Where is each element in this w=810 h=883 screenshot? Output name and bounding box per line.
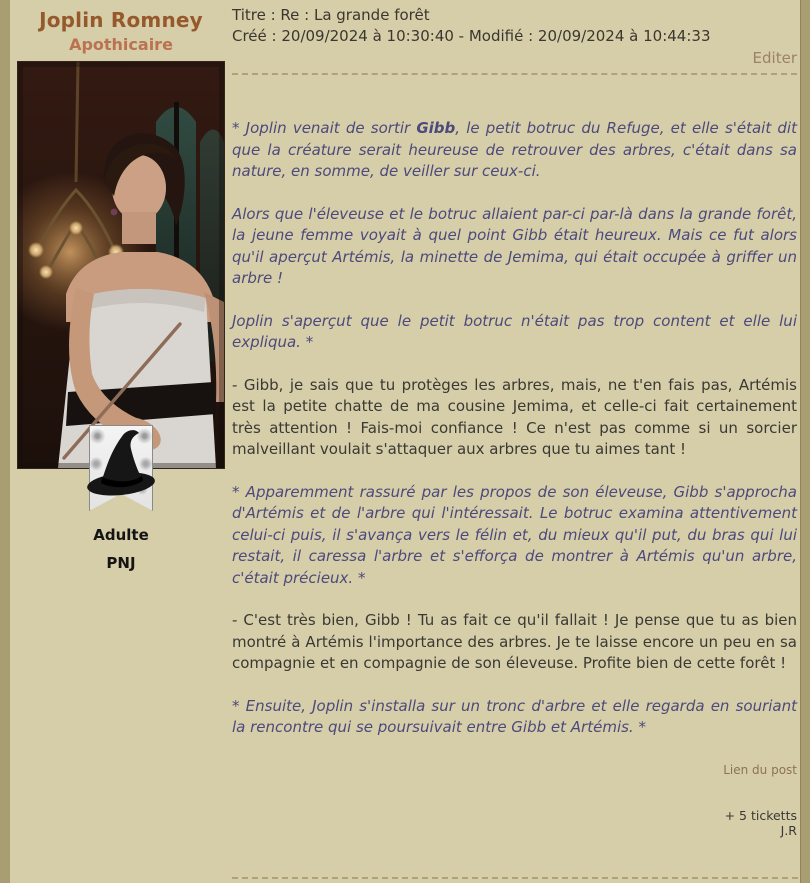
witch-hat-icon: [79, 427, 163, 503]
post-paragraph: - C'est très bien, Gibb ! Tu as fait ce qu'il fallait ! Je pense que tu as bien montré à Artémis l'importance des arbres. Je te laisse encore un peu en sa compagnie et en compagnie de son éleveuse. Profite bien de cette forêt !: [232, 611, 797, 672]
signature-line-tickets: + 5 ticketts: [724, 807, 797, 823]
author-username: Joplin Romney: [39, 8, 203, 32]
post-paragraph: * Apparemment rassuré par les propos de son éleveuse, Gibb s'approcha d'Artémis et de l'arbre qui l'intéressait. Le botruc examina attentivement celui-ci puis, il s'avança vers le félin et, du mieux qu'il put, du bras qui lui restait, il caressa l'arbre et s'efforça de montrer à Artémis qu'un arbre, c'était précieux. *: [232, 482, 797, 587]
post-meta: Créé : 20/09/2024 à 10:30:40 - Modifié : 20/09/2024 à 10:44:33: [232, 27, 711, 45]
author-rank: Apothicaire: [69, 35, 173, 54]
post-paragraph: * Joplin venait de sortir Gibb, le petit botruc du Refuge, et elle s'était dit que la créature serait heureuse de retrouver des arbres, c'était dans sa nature, en somme, de veiller sur ceux-ci.: [232, 119, 797, 180]
post-content: [232, 0, 800, 883]
forum-post: [10, 0, 801, 883]
tag-pnj: PNJ: [106, 554, 136, 572]
post-paragraph: - Gibb, je sais que tu protèges les arbres, mais, ne t'en fais pas, Artémis est la petite chatte de ma cousine Jemima, et celle-ci fait certainement très attention ! Fais-moi confiance ! Ce n'est pas comme si un sorcier malveillant voulait s'attaquer aux arbres que tu aimes tant !: [232, 375, 797, 458]
avatar-illustration: [18, 62, 224, 468]
post-paragraph: Alors que l'éleveuse et le botruc allaient par-ci par-là dans la grande forêt, la jeune femme voyait à quel point Gibb était heureux. Mais ce fut alors qu'il aperçut Artémis, la minette de Jemima, qui était occupée à griffer un arbre !: [232, 204, 797, 287]
footer-separator: [232, 877, 798, 879]
post-title: Titre : Re : La grande forêt: [232, 6, 430, 24]
author-avatar: [17, 61, 225, 469]
edit-row: [232, 49, 797, 67]
header-separator: [232, 73, 797, 75]
author-sidebar: [10, 0, 232, 883]
post-paragraph: Joplin s'aperçut que le petit botruc n'était pas trop content et elle lui expliqua. *: [232, 311, 797, 351]
post-link[interactable]: Lien du post: [723, 762, 797, 777]
tag-adulte: Adulte: [93, 526, 149, 544]
signature-line-initials: J.R: [780, 822, 797, 838]
post-body: [232, 118, 797, 739]
edit-link[interactable]: Editer: [752, 49, 797, 67]
post-paragraph: * Ensuite, Joplin s'installa sur un tronc d'arbre et elle regarda en souriant la rencontre qui se poursuivait entre Gibb et Artémis. *: [232, 696, 797, 736]
author-tags: [10, 521, 232, 577]
witch-hat-badge: [89, 425, 153, 511]
signature: [232, 808, 797, 838]
post-link-row: [232, 760, 797, 778]
